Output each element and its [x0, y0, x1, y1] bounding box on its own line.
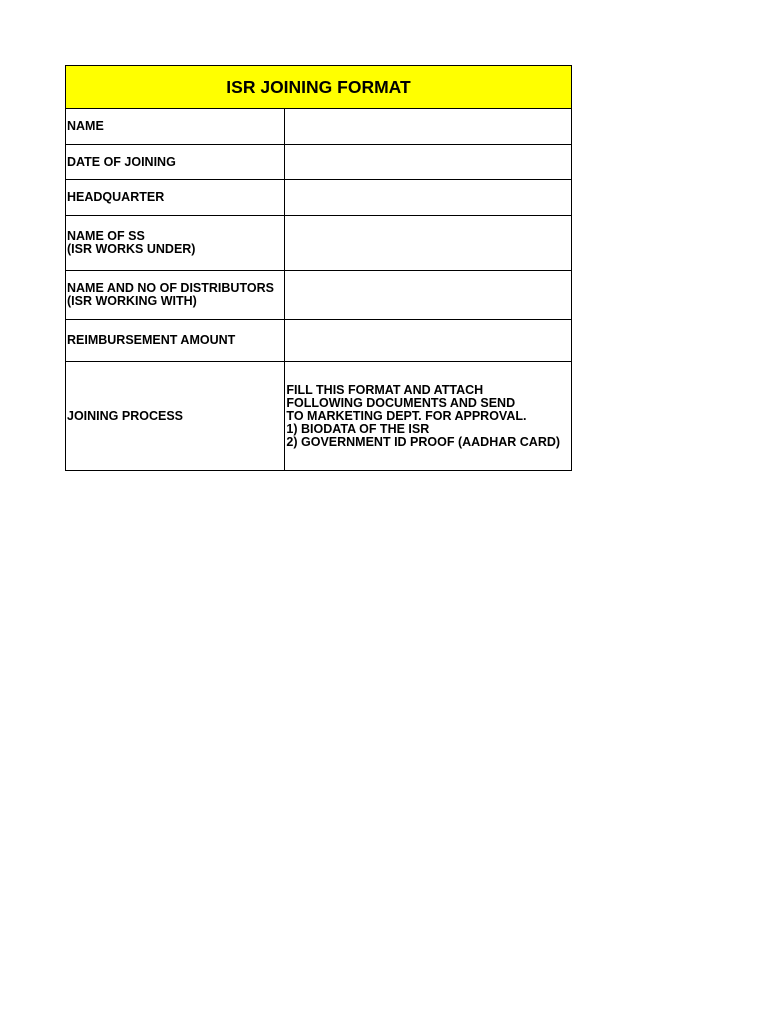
- field-label-name: NAME: [66, 109, 285, 145]
- field-value-headquarter[interactable]: [285, 180, 572, 216]
- field-value-reimbursement-amount[interactable]: [285, 320, 572, 362]
- field-value-name[interactable]: [285, 109, 572, 145]
- field-label-joining-process: JOINING PROCESS: [66, 362, 285, 471]
- field-label-reimbursement-amount: REIMBURSEMENT AMOUNT: [66, 320, 285, 362]
- field-value-name-of-ss[interactable]: [285, 216, 572, 271]
- form-row-distributors: [66, 271, 572, 320]
- form-title: ISR JOINING FORMAT: [66, 66, 572, 109]
- form-row-name-of-ss: [66, 216, 572, 271]
- field-value-distributors[interactable]: [285, 271, 572, 320]
- form-row-joining-process: [66, 362, 572, 471]
- form-row-reimbursement-amount: [66, 320, 572, 362]
- field-label-date-of-joining: DATE OF JOINING: [66, 145, 285, 180]
- field-label-name-of-ss: NAME OF SS (ISR WORKS UNDER): [66, 216, 285, 271]
- isr-joining-form-table: [65, 65, 572, 471]
- field-label-headquarter: HEADQUARTER: [66, 180, 285, 216]
- field-value-date-of-joining[interactable]: [285, 145, 572, 180]
- form-row-name: [66, 109, 572, 145]
- form-row-date-of-joining: [66, 145, 572, 180]
- form-row-headquarter: [66, 180, 572, 216]
- form-title-row: [66, 66, 572, 109]
- field-value-joining-process: FILL THIS FORMAT AND ATTACH FOLLOWING DOCUMENTS AND SEND TO MARKETING DEPT. FOR APPROVAL. 1) BIODATA OF THE ISR 2) GOVERNMENT ID PROOF (AADHAR CARD): [285, 362, 572, 471]
- field-label-distributors: NAME AND NO OF DISTRIBUTORS (ISR WORKING WITH): [66, 271, 285, 320]
